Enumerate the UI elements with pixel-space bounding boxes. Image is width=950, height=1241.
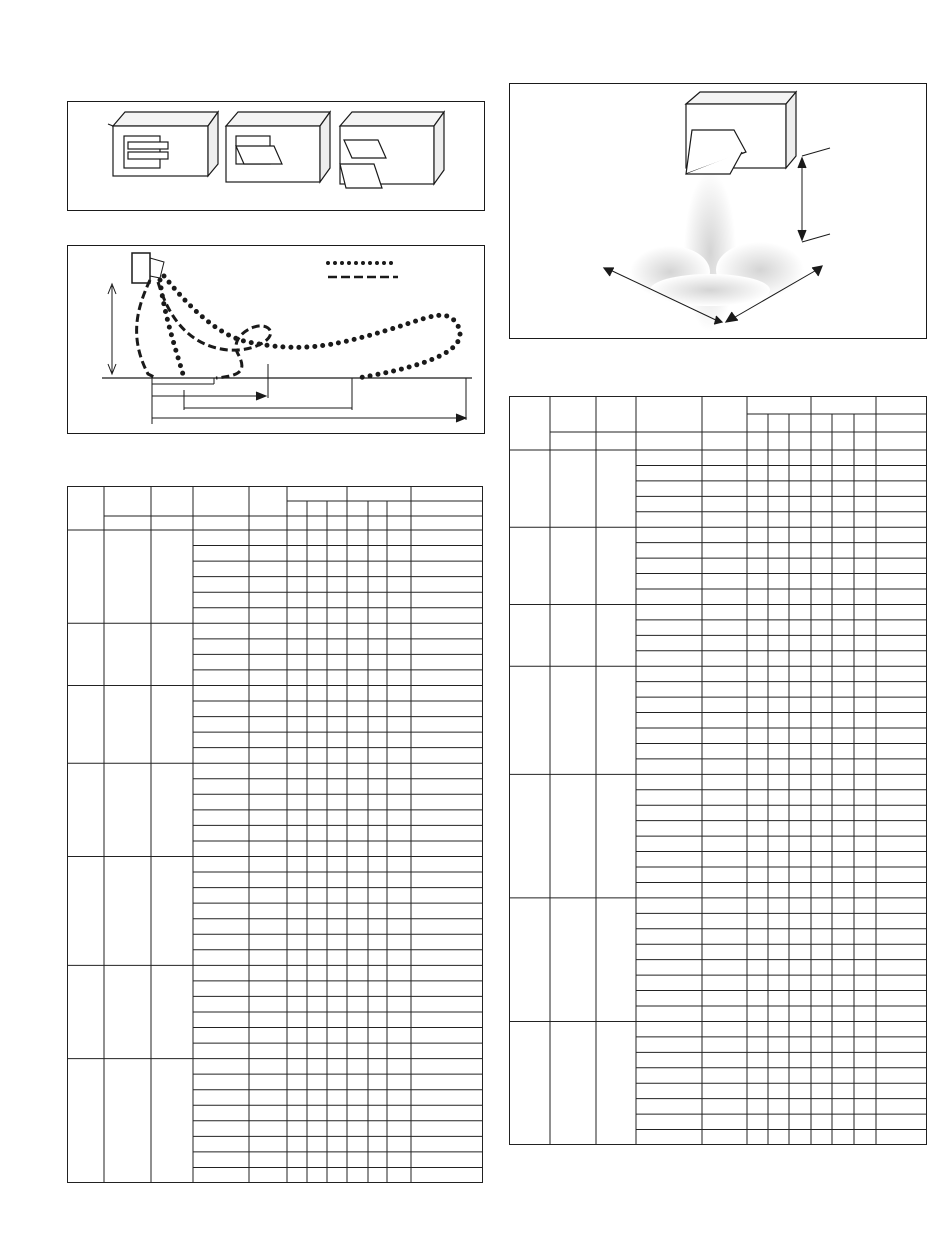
vertical-downblow-diagram-icon: [510, 84, 926, 338]
unit-heater-louver-variants-icon: [68, 102, 484, 210]
air-throw-figure: [67, 245, 485, 434]
unit-heater-angled-louver-icon: [226, 112, 330, 182]
unit-heater-deflector-icon: [340, 112, 444, 188]
louver-styles-figure: [67, 101, 485, 211]
air-throw-pattern-diagram-icon: [68, 246, 484, 433]
left-spec-table: [67, 486, 483, 1183]
unit-heater-horizontal-louver-icon: [108, 112, 218, 176]
downblow-figure: [509, 83, 927, 339]
right-spec-table: [509, 396, 927, 1145]
